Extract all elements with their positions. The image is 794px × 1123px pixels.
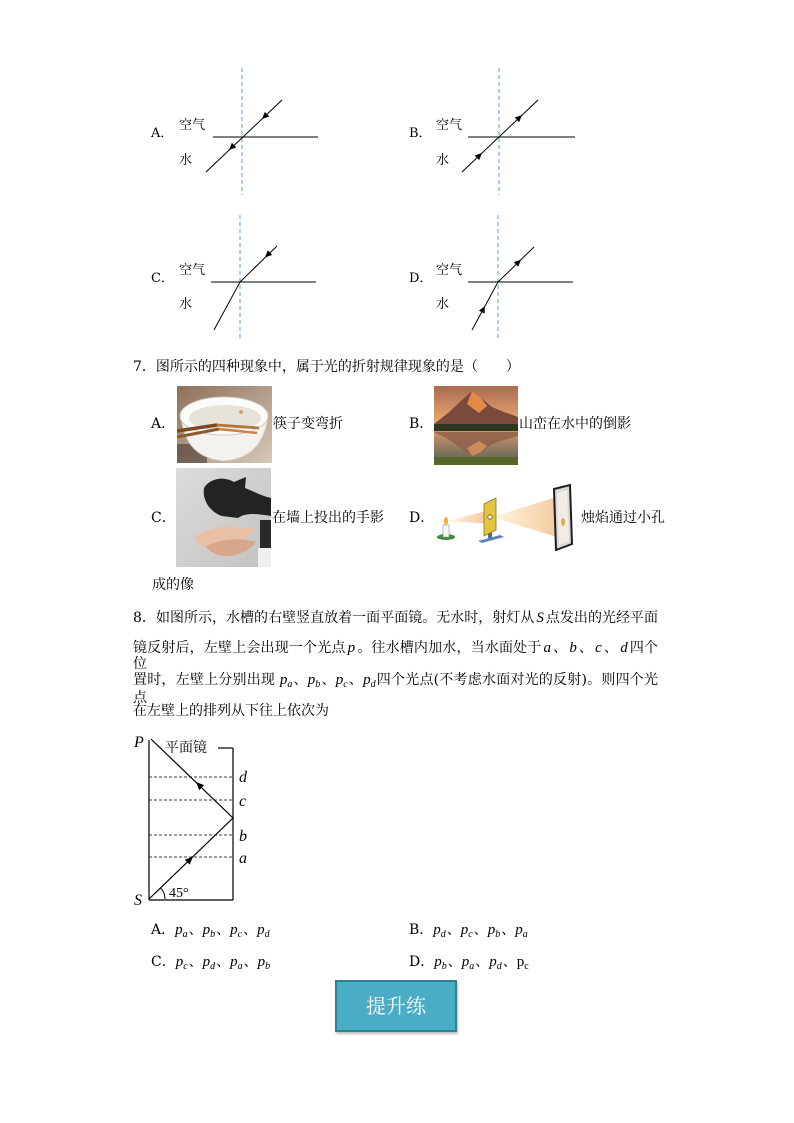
separator: 、 [473, 922, 488, 938]
text-segment: 四个位 [133, 640, 659, 672]
spot-symbol: p [363, 672, 371, 688]
point-s-symbol: S [536, 610, 544, 626]
separator: 、 [321, 672, 336, 688]
refraction-diagram-a [198, 66, 324, 198]
option-letter: D． [409, 954, 435, 970]
spot-subscript: b [265, 961, 271, 972]
q8-stem-line-4: 在左壁上的排列从下往上依次为 [133, 703, 329, 719]
level-symbol: a [543, 640, 551, 656]
point-p-symbol: p [347, 640, 356, 656]
spot-subscript: c [237, 929, 243, 940]
medium-water-label: 水 [179, 153, 193, 168]
option-letter: B． [409, 416, 434, 432]
text-segment: 点发出的光经平面 [545, 610, 659, 626]
spot-symbol: p [202, 954, 211, 970]
point-p-label: P [134, 734, 144, 751]
text-segment: 四个光点(不考虑水面对光的反射)。则四个光点 [133, 672, 659, 706]
mountain-reflection-photo [434, 386, 518, 465]
option-letter: D． [409, 271, 433, 286]
level-symbol: c [595, 640, 602, 656]
spot-symbol: p [487, 922, 496, 938]
separator: 、 [475, 954, 490, 970]
spot-subscript: a [182, 929, 188, 940]
spot-subscript: d [496, 961, 502, 972]
pinhole-candle-photo [434, 484, 580, 551]
light-ray [472, 247, 534, 330]
separator: 、 [216, 954, 231, 970]
spot-symbol: p [202, 922, 211, 938]
spot-subscript: b [210, 929, 216, 940]
separator: 、 [188, 954, 203, 970]
spot-subscript: a [522, 929, 528, 940]
medium-air-label: 空气 [179, 263, 206, 278]
spot-symbol: p [515, 922, 523, 938]
option-caption-continued: 成的像 [152, 577, 194, 593]
separator: 、 [501, 922, 516, 938]
refraction-diagram-c [205, 212, 320, 342]
separator: 、 [216, 922, 231, 938]
separator: 、 [293, 672, 308, 688]
separator: 、 [243, 954, 258, 970]
spot-symbol: p [433, 922, 441, 938]
light-ray [214, 246, 277, 330]
option-letter: B． [409, 922, 434, 938]
text-segment: 镜反射后，左壁上会出现一个光点 [133, 640, 346, 656]
spot-symbol: p [434, 954, 442, 970]
spot-symbol: p [175, 922, 183, 938]
q8-option-a[interactable] [151, 922, 271, 940]
angle-label: 45° [169, 886, 189, 901]
spot-symbol: p [257, 922, 265, 938]
spot-symbol: p [460, 922, 469, 938]
option-letter: A． [151, 416, 176, 432]
option-caption: 烛焰通过小孔 [581, 510, 665, 526]
q8-stem-line-1 [133, 610, 658, 626]
q8-option-d[interactable] [409, 954, 530, 972]
option-caption: 在墙上投出的手影 [272, 510, 384, 526]
point-s-label: S [134, 892, 142, 909]
separator: 、 [603, 640, 619, 656]
q7-stem: 7．图所示的四种现象中，属于光的折射规律现象的是（ ） [133, 359, 520, 375]
refraction-diagram-b [455, 66, 580, 198]
medium-water-label: 水 [436, 153, 450, 168]
separator: 、 [502, 954, 517, 970]
mirror-label: 平面镜 [165, 740, 207, 756]
hand-shadow-photo [176, 468, 271, 567]
spot-symbol: p [335, 672, 344, 688]
medium-air-label: 空气 [179, 118, 206, 133]
separator: 、 [348, 672, 364, 688]
option-caption: 山峦在水中的倒影 [519, 416, 631, 432]
medium-water-label: 水 [179, 297, 193, 312]
option-letter: B． [409, 126, 432, 141]
spot-subscript: b [315, 679, 321, 690]
angle-arc [161, 888, 166, 899]
separator: 、 [243, 922, 258, 938]
light-ray [206, 100, 282, 172]
text-segment: 置时，左壁上分别出现 [133, 672, 276, 688]
spot-subscript: b [441, 961, 447, 972]
spot-subscript: c [183, 961, 188, 972]
option-letter: A． [151, 126, 174, 141]
separator: 、 [552, 640, 568, 656]
option-letter: C． [151, 510, 176, 526]
q8-option-c[interactable] [151, 954, 271, 972]
q8-option-b[interactable] [409, 922, 529, 940]
spot-subscript: b [495, 929, 501, 940]
medium-water-label: 水 [436, 297, 450, 312]
separator: 、 [446, 922, 461, 938]
spot-subscript: d [440, 929, 446, 940]
spot-symbol: p [230, 954, 238, 970]
spot-symbol: p [461, 954, 470, 970]
spot-subscript: d [210, 961, 216, 972]
refraction-diagram-d [463, 212, 578, 342]
option-letter: A． [151, 922, 176, 938]
medium-air-label: 空气 [436, 263, 463, 278]
ray-arrow [479, 304, 488, 313]
level-symbol: d [620, 640, 628, 656]
level-label-d: d [239, 769, 247, 786]
spot-subscript: d [264, 929, 270, 940]
spot-symbol: p [489, 954, 497, 970]
light-ray [462, 100, 538, 172]
spot-subscript: a [237, 961, 243, 972]
q8-stem-line-3 [133, 672, 658, 706]
spot-subscript: a [469, 961, 475, 972]
option-letter: C． [151, 271, 174, 286]
level-label-c: c [239, 793, 247, 810]
separator: 、 [578, 640, 594, 656]
chopsticks-in-bowl-photo [177, 386, 272, 463]
spot-symbol: p [257, 954, 266, 970]
water-tank-mirror-diagram [128, 728, 262, 912]
level-label-a: a [239, 850, 247, 867]
text-segment: 8．如图所示，水槽的右壁竖直放着一面平面镜。无水时，射灯从 [133, 610, 535, 626]
spot-symbol: p [230, 922, 238, 938]
practice-advanced-button[interactable]: 提升练 [335, 980, 457, 1032]
spot-subscript: c [343, 679, 348, 690]
spot-subscript: d [370, 679, 376, 690]
spot-subscript: c [468, 929, 473, 940]
level-symbol: b [569, 640, 577, 656]
option-caption: 筷子变弯折 [273, 416, 343, 432]
spot-subscript: c [524, 961, 529, 972]
spot-symbol: p [175, 954, 184, 970]
separator: 、 [447, 954, 462, 970]
option-letter: D． [409, 510, 435, 526]
option-letter: C． [151, 954, 176, 970]
text-segment: 。往水槽内加水，当水面处于 [357, 640, 542, 656]
level-label-b: b [239, 828, 247, 845]
q8-stem-line-2 [133, 640, 658, 672]
separator: 、 [188, 922, 203, 938]
spot-symbol: p [516, 954, 525, 970]
medium-air-label: 空气 [436, 118, 463, 133]
spot-symbol: p [307, 672, 316, 688]
spot-symbol: p [279, 672, 288, 688]
spot-subscript: a [287, 679, 293, 690]
light-ray [149, 739, 233, 899]
